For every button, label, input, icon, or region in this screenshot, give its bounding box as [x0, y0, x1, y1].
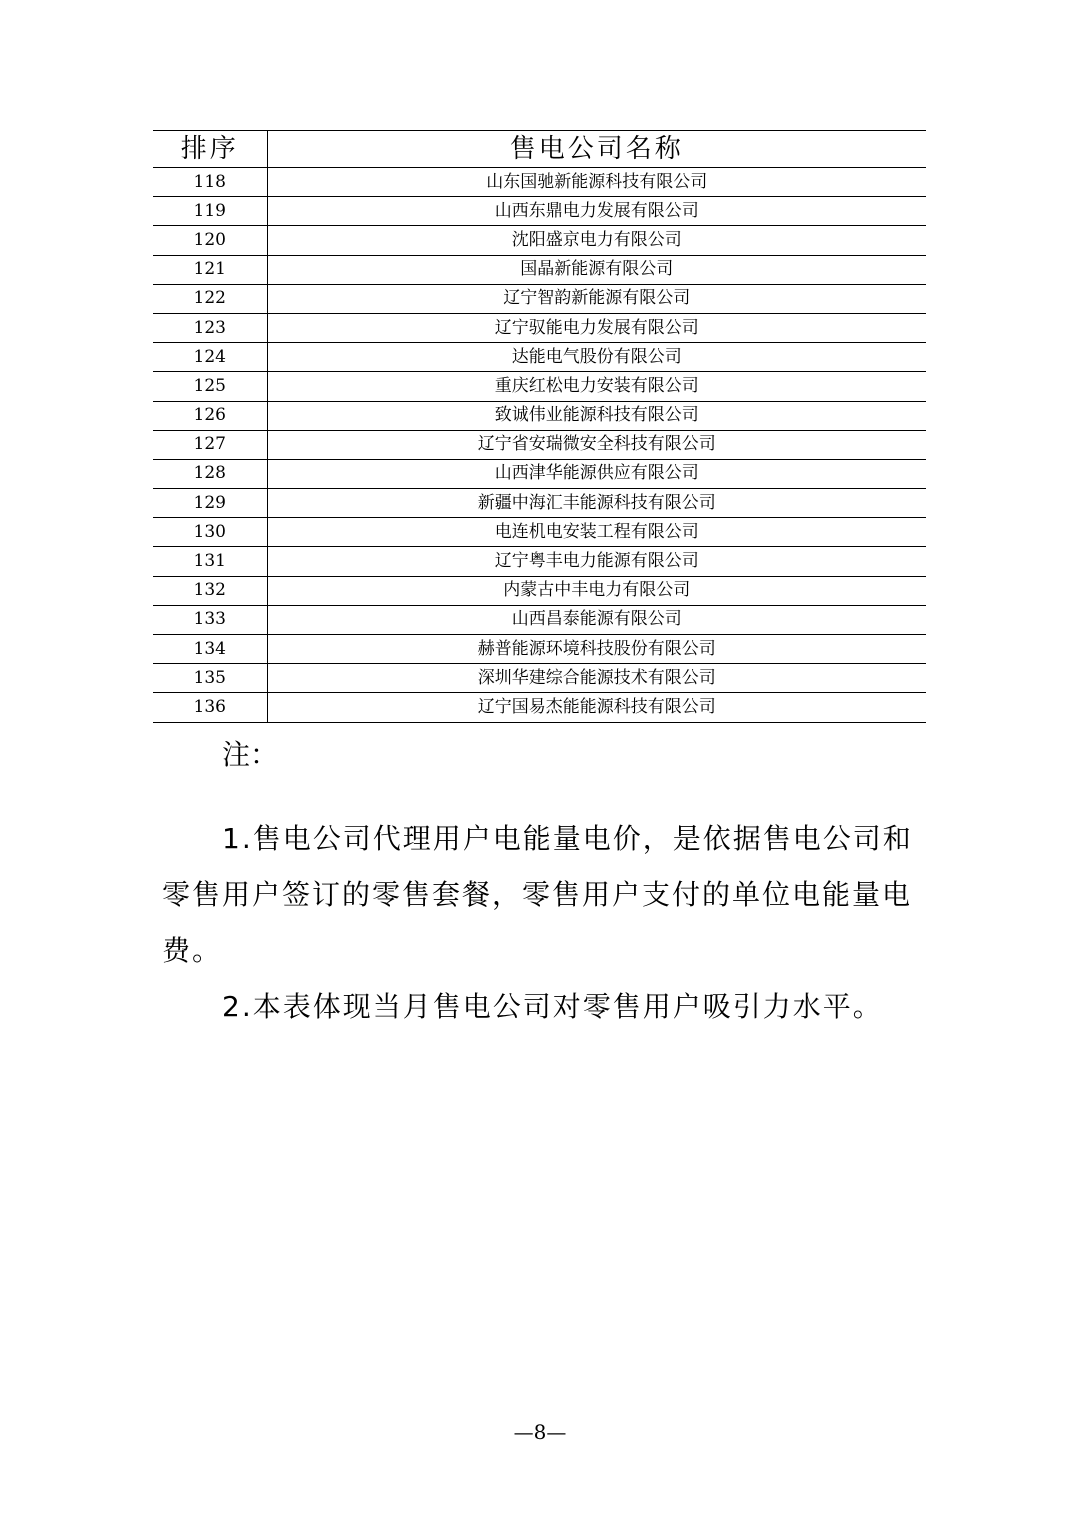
rank-cell: 126	[153, 401, 267, 430]
rank-cell: 129	[153, 489, 267, 518]
company-name-cell: 赫普能源环境科技股份有限公司	[267, 635, 926, 664]
rank-cell: 120	[153, 226, 267, 255]
table-row	[153, 576, 926, 605]
rank-cell: 118	[153, 168, 267, 197]
table-row	[153, 664, 926, 693]
company-name-cell: 山西东鼎电力发展有限公司	[267, 197, 926, 226]
rank-cell: 125	[153, 372, 267, 401]
company-name-cell: 山东国驰新能源科技有限公司	[267, 168, 926, 197]
table-row	[153, 284, 926, 313]
company-name-cell: 辽宁驭能电力发展有限公司	[267, 313, 926, 342]
rank-cell: 123	[153, 313, 267, 342]
company-name-cell: 达能电气股份有限公司	[267, 343, 926, 372]
company-name-cell: 山西津华能源供应有限公司	[267, 459, 926, 488]
company-name-cell: 辽宁智韵新能源有限公司	[267, 284, 926, 313]
company-name-cell: 致诚伟业能源科技有限公司	[267, 401, 926, 430]
company-name-cell: 内蒙古中丰电力有限公司	[267, 576, 926, 605]
notes-label: 注：	[222, 738, 279, 771]
rank-cell: 130	[153, 518, 267, 547]
rank-cell: 119	[153, 197, 267, 226]
company-name-cell: 重庆红松电力安装有限公司	[267, 372, 926, 401]
table-row	[153, 605, 926, 634]
notes-section	[162, 737, 922, 1035]
table-row	[153, 401, 926, 430]
rank-cell: 134	[153, 635, 267, 664]
table-row	[153, 313, 926, 342]
company-ranking-table	[153, 130, 926, 723]
company-name-cell: 沈阳盛京电力有限公司	[267, 226, 926, 255]
table-row	[153, 197, 926, 226]
rank-cell: 127	[153, 430, 267, 459]
table-body	[153, 168, 926, 723]
note-item-1: 1.售电公司代理用户电能量电价，是依据售电公司和零售用户签订的零售套餐，零售用户支付的单位电能量电费。	[162, 822, 913, 967]
note-item-2: 2.本表体现当月售电公司对零售用户吸引力水平。	[222, 990, 883, 1023]
table-row	[153, 343, 926, 372]
table-row	[153, 518, 926, 547]
table-row	[153, 226, 926, 255]
table-row	[153, 372, 926, 401]
table-row	[153, 430, 926, 459]
rank-cell: 121	[153, 255, 267, 284]
table-header-row	[153, 131, 926, 168]
company-name-cell: 深圳华建综合能源技术有限公司	[267, 664, 926, 693]
rank-column-header: 排序	[153, 131, 267, 168]
rank-cell: 136	[153, 693, 267, 722]
company-name-cell: 电连机电安装工程有限公司	[267, 518, 926, 547]
rank-cell: 131	[153, 547, 267, 576]
company-name-cell: 新疆中海汇丰能源科技有限公司	[267, 489, 926, 518]
company-name-cell: 山西昌泰能源有限公司	[267, 605, 926, 634]
page-number: —8—	[513, 1420, 567, 1444]
table-row	[153, 459, 926, 488]
company-name-cell: 辽宁粤丰电力能源有限公司	[267, 547, 926, 576]
table-row	[153, 168, 926, 197]
company-name-column-header: 售电公司名称	[267, 131, 926, 168]
rank-cell: 122	[153, 284, 267, 313]
rank-cell: 128	[153, 459, 267, 488]
table-row	[153, 489, 926, 518]
table-row	[153, 693, 926, 722]
rank-cell: 132	[153, 576, 267, 605]
table-row	[153, 547, 926, 576]
table-row	[153, 635, 926, 664]
rank-cell: 124	[153, 343, 267, 372]
table-row	[153, 255, 926, 284]
company-name-cell: 辽宁省安瑞微安全科技有限公司	[267, 430, 926, 459]
company-name-cell: 辽宁国易杰能能源科技有限公司	[267, 693, 926, 722]
company-name-cell: 国晶新能源有限公司	[267, 255, 926, 284]
rank-cell: 133	[153, 605, 267, 634]
rank-cell: 135	[153, 664, 267, 693]
